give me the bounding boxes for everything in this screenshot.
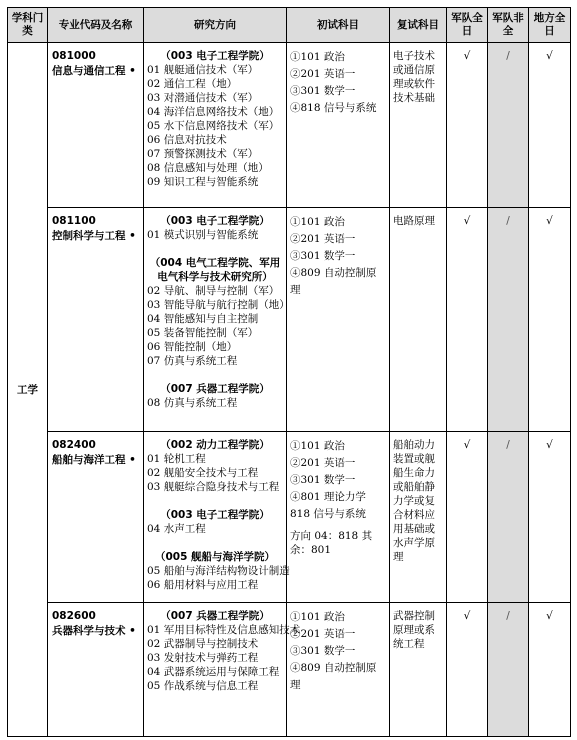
exam-subject: ②201 英语一 bbox=[290, 628, 356, 640]
header-major: 专业代码及名称 bbox=[48, 8, 144, 43]
header-retest: 复试科目 bbox=[390, 8, 447, 43]
prelim-exams-cell bbox=[287, 603, 390, 737]
major-code: 081000 bbox=[52, 50, 96, 62]
major-row bbox=[8, 432, 571, 603]
major-code: 082400 bbox=[52, 439, 96, 451]
direction-item: 07 预警探测技术（军） bbox=[147, 148, 259, 160]
direction-item: 06 船用材料与应用工程 bbox=[147, 579, 259, 591]
direction-item: 02 武器制导与控制技术 bbox=[147, 638, 259, 650]
exam-subject: ③301 数学一 bbox=[290, 474, 356, 486]
direction-cell bbox=[144, 208, 290, 432]
local-fulltime-mark: √ bbox=[529, 603, 571, 737]
school-heading: （007 兵器工程学院） bbox=[160, 610, 270, 622]
direction-item: 06 信息对抗技术 bbox=[147, 134, 227, 146]
major-code: 082600 bbox=[52, 610, 96, 622]
direction-item: 05 船舶与海洋结构物设计制造 bbox=[147, 565, 290, 577]
military-parttime-mark: / bbox=[488, 432, 529, 603]
school-heading: （003 电子工程学院） bbox=[160, 509, 270, 521]
military-fulltime-mark: √ bbox=[447, 43, 488, 208]
military-parttime-mark: / bbox=[488, 603, 529, 737]
retest-cell: 电子技术或通信原理或软件技术基础 bbox=[390, 43, 447, 208]
school-heading: （004 电气工程学院、军用电气科学与技术研究所） bbox=[149, 257, 281, 283]
direction-item: 05 水下信息网络技术（军） bbox=[147, 120, 280, 132]
major-row bbox=[8, 603, 571, 737]
military-fulltime-mark: √ bbox=[447, 208, 488, 432]
direction-item: 01 模式识别与智能系统 bbox=[147, 229, 259, 241]
prelim-exams-cell bbox=[287, 43, 390, 208]
direction-item: 03 对潜通信技术（军） bbox=[147, 92, 259, 104]
direction-cell bbox=[144, 43, 287, 208]
exam-subject: ④809 自动控制原理 bbox=[290, 662, 377, 691]
local-fulltime-mark: √ bbox=[529, 432, 571, 603]
direction-item: 01 轮机工程 bbox=[147, 453, 206, 465]
exam-subject: ①101 政治 bbox=[290, 216, 345, 228]
school-heading: （005 舰船与海洋学院） bbox=[154, 551, 276, 563]
header-discipline: 学科门类 bbox=[8, 8, 48, 43]
direction-cell bbox=[144, 432, 290, 603]
major-cell bbox=[48, 208, 144, 432]
direction-item: 04 海洋信息网络技术（地） bbox=[147, 106, 280, 118]
prelim-exams-cell bbox=[287, 208, 390, 432]
direction-item: 03 智能导航与航行控制（地） bbox=[147, 299, 290, 311]
header-row bbox=[8, 8, 571, 43]
exam-subject: ①101 政治 bbox=[290, 51, 345, 63]
major-name: 信息与通信工程 • bbox=[52, 65, 136, 77]
direction-item: 01 军用目标特性及信息感知技术 bbox=[147, 624, 301, 636]
school-heading: （003 电子工程学院） bbox=[160, 215, 270, 227]
retest-cell: 船舶动力装置或舰船生命力或船舶静力学或复合材料应用基础或水声学原理 bbox=[390, 432, 447, 603]
direction-item: 05 装备智能控制（军） bbox=[147, 327, 259, 339]
exam-subject: ④818 信号与系统 bbox=[290, 102, 377, 114]
major-name: 控制科学与工程 • bbox=[52, 230, 136, 242]
major-row bbox=[8, 208, 571, 432]
exam-subject: ③301 数学一 bbox=[290, 85, 356, 97]
discipline-cell: 工学 bbox=[8, 43, 48, 737]
prelim-exams-cell bbox=[287, 432, 390, 603]
header-military-fulltime: 军队全日 bbox=[447, 8, 488, 43]
direction-item: 02 舰船安全技术与工程 bbox=[147, 467, 259, 479]
header-military-parttime: 军队非全 bbox=[488, 8, 529, 43]
direction-item: 04 智能感知与自主控制 bbox=[147, 313, 259, 325]
major-name: 船舶与海洋工程 • bbox=[52, 454, 136, 466]
exam-subject: ④809 自动控制原理 bbox=[290, 267, 377, 296]
exam-subject: ②201 英语一 bbox=[290, 457, 356, 469]
direction-item: 07 仿真与系统工程 bbox=[147, 355, 238, 367]
exam-note: 方向 04：818 其余：801 bbox=[290, 530, 373, 556]
direction-item: 08 仿真与系统工程 bbox=[147, 397, 238, 409]
direction-item: 01 舰艇通信技术（军） bbox=[147, 64, 259, 76]
school-heading: （007 兵器工程学院） bbox=[160, 383, 270, 395]
direction-item: 03 舰艇综合隐身技术与工程 bbox=[147, 481, 280, 493]
school-heading: （003 电子工程学院） bbox=[160, 50, 270, 62]
major-cell bbox=[48, 432, 144, 603]
exam-subject: ②201 英语一 bbox=[290, 68, 356, 80]
exam-subject: ③301 数学一 bbox=[290, 250, 356, 262]
direction-item: 02 通信工程（地） bbox=[147, 78, 238, 90]
admissions-table bbox=[7, 7, 571, 737]
header-direction: 研究方向 bbox=[144, 8, 287, 43]
direction-item: 02 导航、制导与控制（军） bbox=[147, 285, 280, 297]
retest-cell: 武器控制原理或系统工程 bbox=[390, 603, 447, 737]
major-cell bbox=[48, 603, 144, 737]
direction-item: 09 知识工程与智能系统 bbox=[147, 176, 259, 188]
exam-subject: ④801 理论力学 818 信号与系统 bbox=[290, 491, 366, 520]
direction-item: 04 武器系统运用与保障工程 bbox=[147, 666, 280, 678]
exam-subject: ①101 政治 bbox=[290, 611, 345, 623]
exam-subject: ①101 政治 bbox=[290, 440, 345, 452]
retest-cell: 电路原理 bbox=[390, 208, 447, 432]
direction-item: 06 智能控制（地） bbox=[147, 341, 238, 353]
direction-item: 05 作战系统与信息工程 bbox=[147, 680, 259, 692]
major-name: 兵器科学与技术 • bbox=[52, 625, 136, 637]
header-prelim: 初试科目 bbox=[287, 8, 390, 43]
local-fulltime-mark: √ bbox=[529, 208, 571, 432]
exam-subject: ③301 数学一 bbox=[290, 645, 356, 657]
header-local-fulltime: 地方全日 bbox=[529, 8, 571, 43]
military-fulltime-mark: √ bbox=[447, 432, 488, 603]
major-cell bbox=[48, 43, 144, 208]
major-row bbox=[8, 43, 571, 208]
local-fulltime-mark: √ bbox=[529, 43, 571, 208]
exam-subject: ②201 英语一 bbox=[290, 233, 356, 245]
major-code: 081100 bbox=[52, 215, 96, 227]
military-parttime-mark: / bbox=[488, 43, 529, 208]
direction-item: 03 发射技术与弹药工程 bbox=[147, 652, 259, 664]
direction-item: 08 信息感知与处理（地） bbox=[147, 162, 269, 174]
military-fulltime-mark: √ bbox=[447, 603, 488, 737]
direction-cell bbox=[144, 603, 301, 737]
school-heading: （002 动力工程学院） bbox=[160, 439, 270, 451]
military-parttime-mark: / bbox=[488, 208, 529, 432]
direction-item: 04 水声工程 bbox=[147, 523, 206, 535]
